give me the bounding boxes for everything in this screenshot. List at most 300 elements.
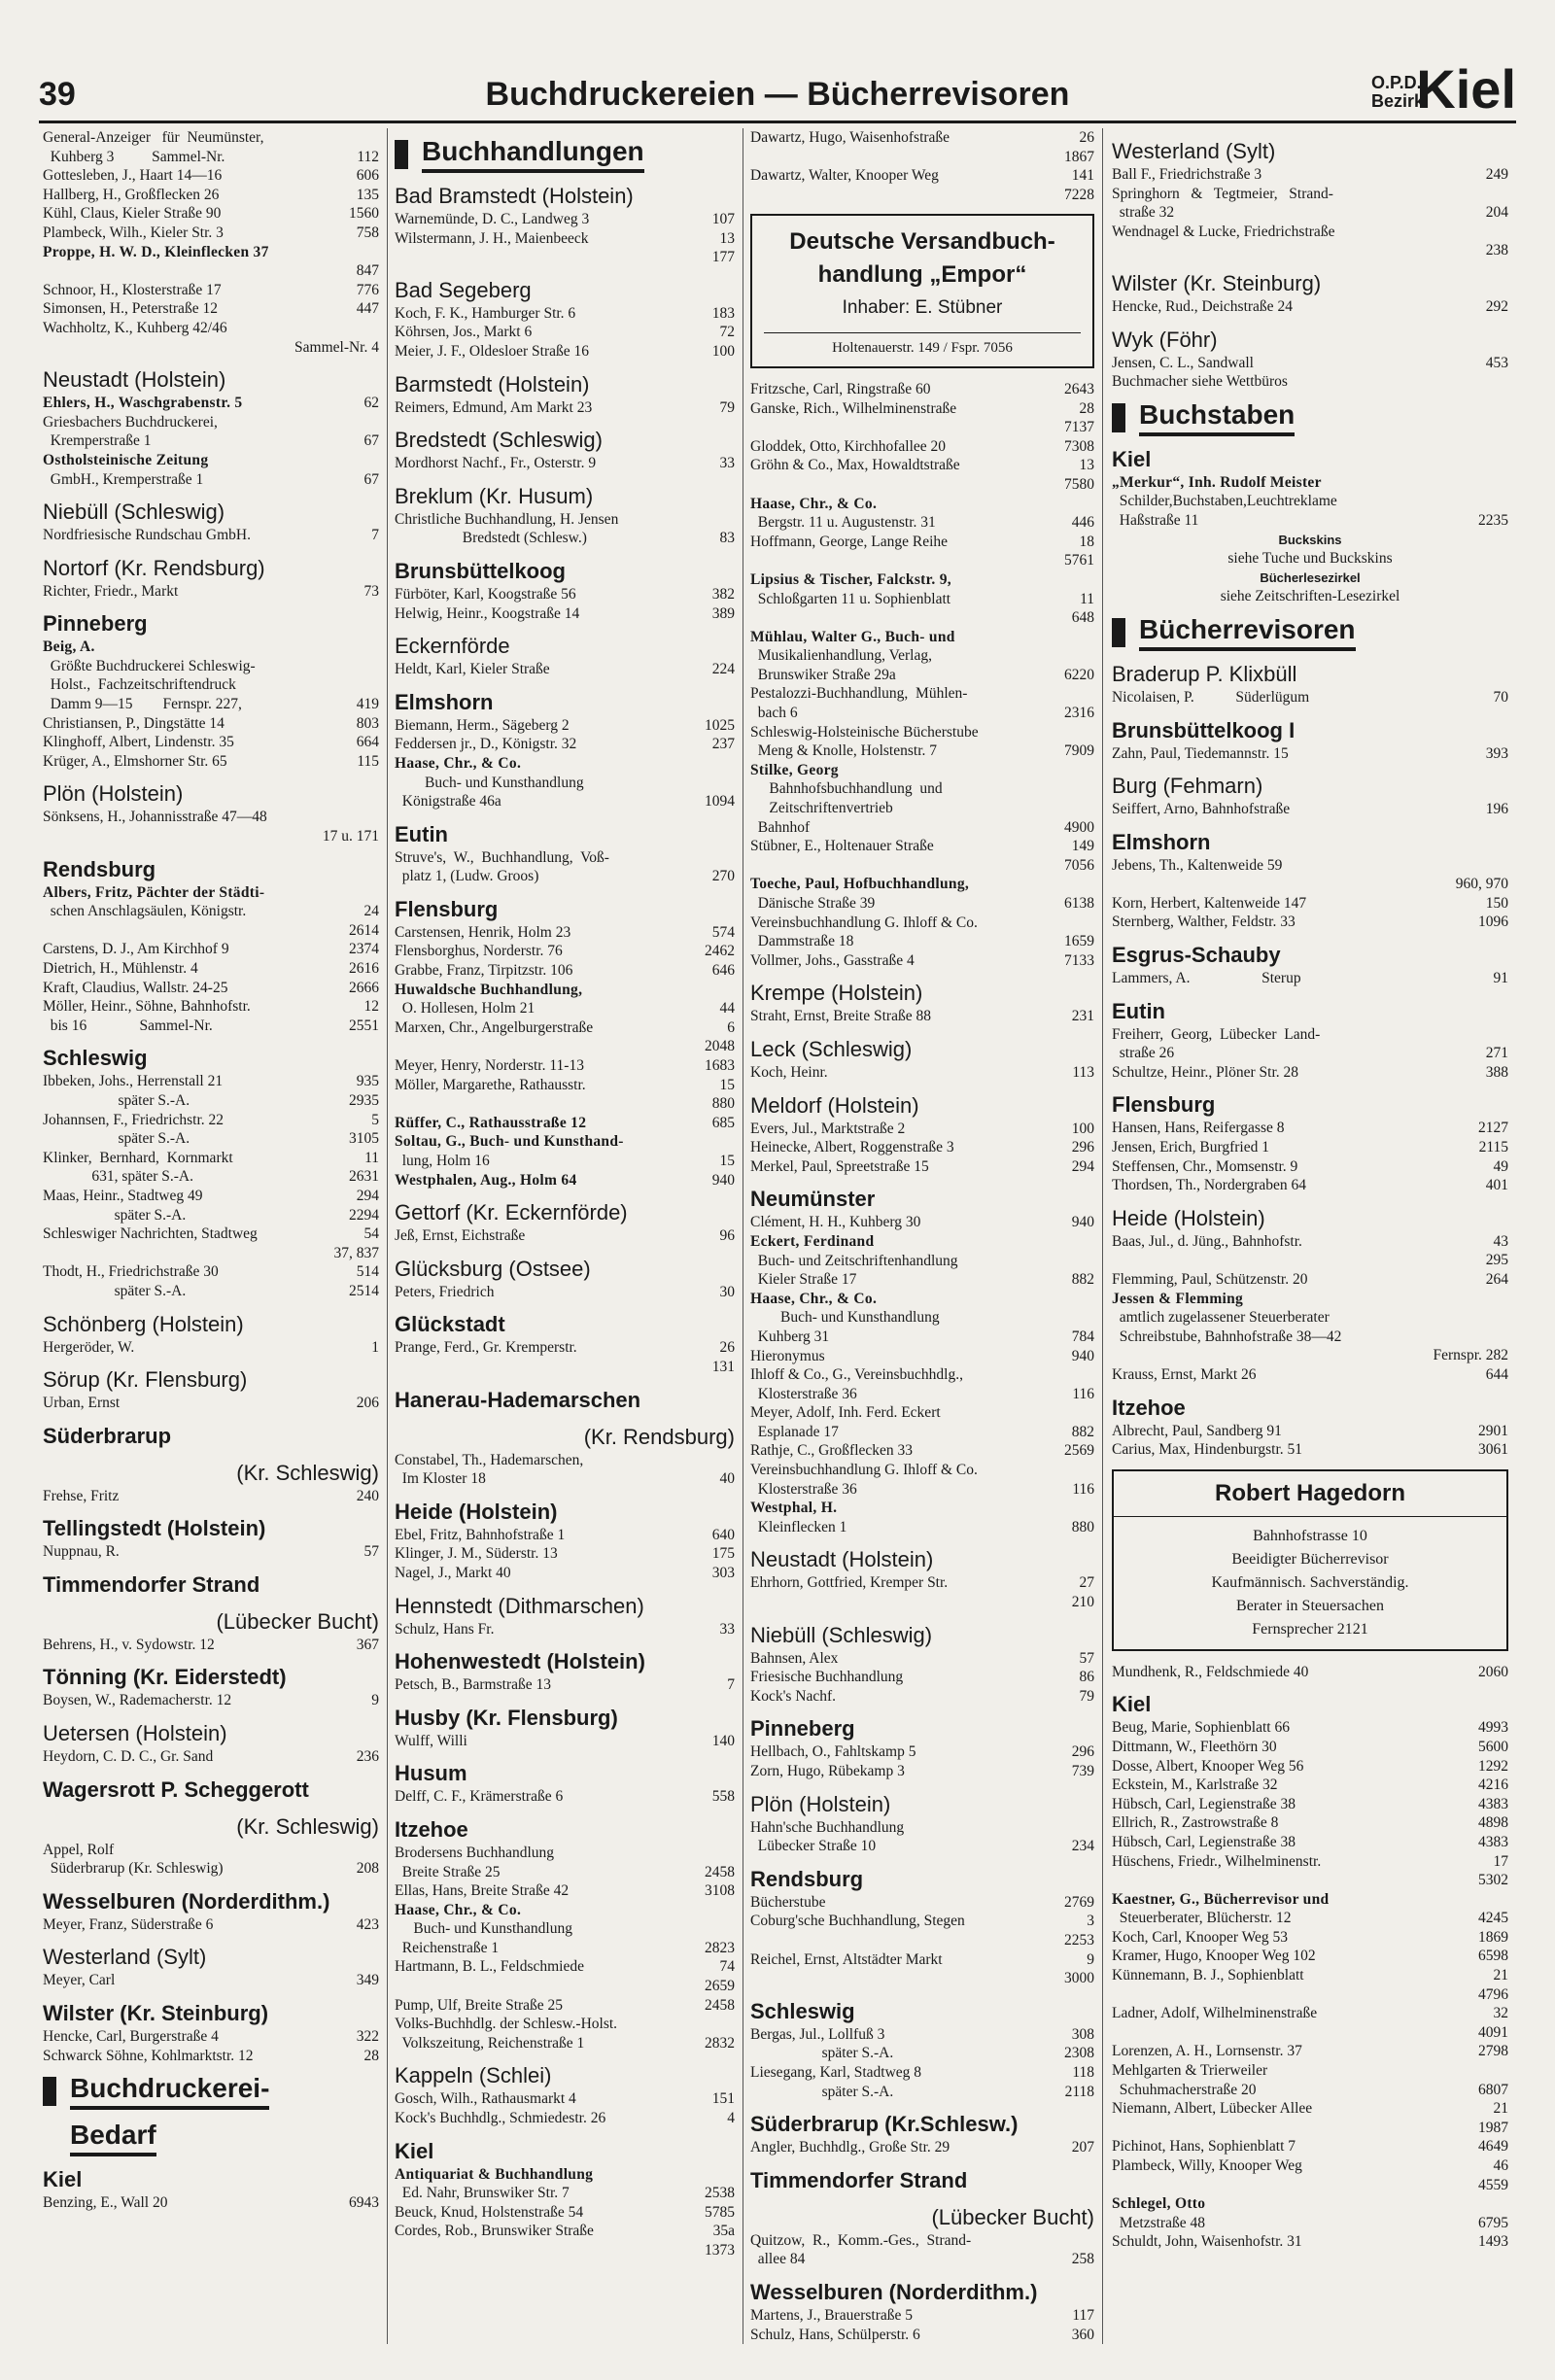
entry-text: Ebel, Fritz, Bahnhofstraße 1 (395, 1526, 566, 1543)
entry-text: Freiherr, Georg, Lübecker Land- (1112, 1025, 1321, 1043)
entry-text: Pump, Ulf, Breite Straße 25 (395, 1996, 564, 2014)
entry-number: 880 (1071, 1518, 1094, 1535)
entry-text: Metzstraße 48 (1112, 2214, 1205, 2231)
listing-entry (1112, 1795, 1508, 1814)
entry-text: Kieler Straße 17 (750, 1271, 857, 1289)
listing-entry (1112, 2081, 1508, 2100)
entry-number: Sammel-Nr. 4 (294, 338, 379, 356)
entry-number: 196 (1485, 801, 1508, 818)
entry-text: Fritzsche, Carl, Ringstraße 60 (750, 380, 931, 397)
listing-entry (43, 940, 379, 959)
listing-entry (43, 1282, 379, 1301)
listing-entry (750, 1423, 1094, 1442)
entry-text: Lipsius & Tischer, Falckstr. 9, (750, 570, 951, 588)
entry-text: bach 6 (750, 705, 798, 722)
entry-text: Griesbachers Buchdruckerei, (43, 413, 218, 431)
entry-text: Springhorn & Tegtmeier, Strand- (1112, 185, 1333, 202)
entry-text: Angler, Buchhdlg., Große Str. 29 (750, 2139, 950, 2156)
entry-number: 2798 (1478, 2043, 1508, 2060)
listing-entry (750, 1893, 1094, 1913)
entry-number: 2551 (349, 1017, 379, 1034)
entry-number: 7137 (1064, 419, 1094, 436)
town-heading: Elmshorn (395, 689, 494, 714)
listing-entry (1112, 185, 1508, 204)
listing-entry (750, 1252, 1094, 1271)
listing-entry (1112, 1985, 1508, 2005)
town-heading: Elmshorn (1112, 829, 1211, 854)
entry-number: 86 (1079, 1669, 1094, 1686)
listing-entry (750, 1573, 1094, 1593)
entry-number: 5761 (1064, 552, 1094, 569)
listing-entry (43, 470, 379, 490)
entry-number: 5600 (1478, 1738, 1508, 1755)
entry-number: 33 (719, 1620, 735, 1638)
entry-number: 322 (356, 2028, 379, 2046)
entry-number: 30 (719, 1283, 735, 1300)
listing-entry (750, 475, 1094, 495)
listing-entry (395, 510, 735, 530)
section-marker-icon (1112, 618, 1125, 647)
listing-entry (395, 774, 735, 793)
listing-entry (395, 792, 735, 811)
listing-entry (1112, 1251, 1508, 1270)
listing-entry (750, 799, 1094, 818)
entry-number: 784 (1071, 1328, 1094, 1345)
listing-entry (750, 1347, 1094, 1366)
entry-text: Buch- und Zeitschriftenhandlung (750, 1252, 958, 1269)
entry-number: 2060 (1478, 1663, 1508, 1680)
listing-entry (43, 657, 379, 676)
entry-text: Boysen, W., Rademacherstr. 12 (43, 1692, 232, 1709)
entry-text: Dawartz, Hugo, Waisenhofstraße (750, 129, 950, 146)
entry-number: 3000 (1064, 1970, 1094, 1987)
section-heading (43, 2120, 379, 2156)
entry-text: später S.-A. (43, 1206, 187, 1224)
listing-entry (43, 1859, 379, 1879)
entry-text: Appel, Rolf (43, 1841, 115, 1858)
entry-number: 2458 (705, 1863, 735, 1880)
town-heading: Bredstedt (Schleswig) (395, 428, 603, 453)
entry-number: 116 (1072, 1385, 1094, 1402)
listing-entry (750, 437, 1094, 457)
listing-entry (750, 932, 1094, 951)
entry-number: 4898 (1478, 1814, 1508, 1832)
listing-entry (1112, 2061, 1508, 2081)
entry-text: Meyer, Franz, Süderstraße 6 (43, 1915, 214, 1933)
entry-number: 70 (1493, 688, 1508, 706)
entry-number: 6598 (1478, 1948, 1508, 1965)
entry-number: 758 (356, 224, 379, 241)
listing-entry (750, 2063, 1094, 2083)
entry-text: Größte Buchdruckerei Schleswig- (43, 657, 256, 674)
listing-entry (750, 2250, 1094, 2269)
advertisement-box (750, 214, 1094, 368)
listing-entry (750, 380, 1094, 399)
entry-number: 644 (1485, 1365, 1508, 1383)
entry-text: Delff, C. F., Krämerstraße 6 (395, 1788, 564, 1806)
town-heading: (Lübecker Bucht) (931, 2204, 1094, 2229)
listing-entry (43, 204, 379, 224)
cross-ref-text: siehe Tuche und Buckskins (1227, 550, 1393, 568)
listing-entry (395, 961, 735, 981)
listing-entry (750, 779, 1094, 799)
listing-entry (750, 2083, 1094, 2102)
entry-number: 7 (727, 1676, 735, 1694)
ad-address: Holtenauerstr. 149 / Fspr. 7056 (764, 332, 1081, 359)
entry-text: Sönksens, H., Johannisstraße 47—48 (43, 809, 267, 826)
entry-number: 150 (1485, 894, 1508, 912)
entry-text: Dietrich, H., Mühlenstr. 4 (43, 960, 198, 977)
ad-line: Berater in Steuersachen (1236, 1597, 1384, 1614)
listing-entry (395, 867, 735, 886)
column-4 (1112, 128, 1508, 2344)
entry-number: 43 (1493, 1232, 1508, 1250)
listing-entry (43, 1149, 379, 1168)
entry-text: Ehrhorn, Gottfried, Kremper Str. (750, 1574, 949, 1592)
listing-entry (750, 2306, 1094, 2326)
entry-number: 2832 (705, 2034, 735, 2052)
town-heading: Niebüll (Schleswig) (43, 500, 225, 525)
bezirk-label: Bezirk (1370, 91, 1424, 111)
listing-entry (750, 1385, 1094, 1404)
listing-entry (395, 248, 735, 267)
section-title: Bücherrevisoren (1139, 614, 1356, 651)
entry-number: 4993 (1478, 1719, 1508, 1737)
entry-number: 360 (1071, 2326, 1094, 2343)
town-heading: Nortorf (Kr. Rendsburg) (43, 555, 265, 580)
entry-number: 646 (711, 962, 735, 980)
listing-entry (395, 2109, 735, 2128)
listing-entry (395, 1338, 735, 1358)
town-heading: (Kr. Rendsburg) (583, 1424, 735, 1449)
entry-text: Ellas, Hans, Breite Straße 42 (395, 1882, 570, 1900)
entry-number: 960, 970 (1455, 876, 1508, 893)
entry-text: Thordsen, Th., Nordergraben 64 (1112, 1177, 1307, 1194)
entry-number: 294 (356, 1187, 379, 1204)
listing-entry (43, 1111, 379, 1130)
listing-entry (750, 1403, 1094, 1423)
town-heading: (Lübecker Bucht) (216, 1608, 379, 1634)
town-heading: Timmendorfer Strand (750, 2167, 968, 2192)
entry-number: 54 (363, 1225, 379, 1243)
entry-number: 33 (719, 455, 735, 472)
listing-entry (1112, 1852, 1508, 1872)
listing-entry (395, 454, 735, 473)
ad-line: Beeidigter Bücherrevisor (1231, 1550, 1389, 1568)
town-heading: Kiel (395, 2138, 434, 2163)
entry-number: 4649 (1478, 2138, 1508, 2156)
listing-entry (1112, 1119, 1508, 1138)
entry-number: 107 (711, 211, 735, 227)
entry-text: Schuhmacherstraße 20 (1112, 2081, 1257, 2098)
ad-line: Kaufmännisch. Sachverständig. (1211, 1573, 1409, 1591)
entry-text: Simonsen, H., Peterstraße 12 (43, 300, 218, 318)
entry-number: 2127 (1478, 1120, 1508, 1137)
entry-text: Dammstraße 18 (750, 933, 854, 950)
entry-number: 2308 (1064, 2045, 1094, 2062)
listing-entry (750, 742, 1094, 761)
entry-number: 57 (1079, 1649, 1094, 1667)
listing-entry (750, 856, 1094, 876)
listing-entry (1112, 969, 1508, 988)
listing-entry (43, 1091, 379, 1111)
listing-entry (395, 1132, 735, 1152)
entry-text: Proppe, H. W. D., Kleinflecken 37 (43, 243, 269, 260)
town-heading: Kiel (1112, 1692, 1152, 1717)
entry-text: Rüffer, C., Rathausstraße 12 (395, 1114, 587, 1131)
town-heading: Neumünster (750, 1187, 876, 1212)
entry-text: Westphalen, Aug., Holm 64 (395, 1171, 577, 1189)
cross-ref-text: siehe Zeitschriften-Lesezirkel (1220, 588, 1400, 605)
page-header (39, 39, 1516, 120)
entry-text: Beig, A. (43, 638, 95, 656)
town-heading: Wagersrott P. Scheggerott (43, 1776, 309, 1802)
listing-entry (43, 1394, 379, 1413)
entry-text: lung, Holm 16 (395, 1153, 490, 1169)
listing-entry (43, 1841, 379, 1860)
entry-number: 17 (1493, 1852, 1508, 1870)
entry-number: 67 (363, 432, 379, 450)
entry-text: Haase, Chr., & Co. (750, 495, 878, 512)
entry-number: 234 (1071, 1838, 1094, 1855)
listing-entry (43, 959, 379, 979)
entry-text: Buch- und Kunsthandlung (750, 1309, 940, 1327)
entry-text: Meyer, Henry, Norderstr. 11-13 (395, 1057, 584, 1075)
entry-number: 7228 (1064, 186, 1094, 203)
listing-entry (750, 2231, 1094, 2251)
entry-number: 28 (363, 2047, 379, 2064)
entry-text: Wulff, Willi (395, 1732, 467, 1749)
listing-entry (750, 1328, 1094, 1347)
entry-text: amtlich zugelassener Steuerberater (1112, 1309, 1330, 1327)
entry-number: 294 (1071, 1157, 1094, 1175)
entry-text: Bahnhof (750, 818, 811, 836)
listing-entry (1112, 1232, 1508, 1252)
listing-entry (750, 399, 1094, 419)
entry-text: Reichel, Ernst, Altstädter Markt (750, 1950, 943, 1968)
entry-number: 117 (1072, 2306, 1094, 2324)
entry-text: später S.-A. (43, 1091, 190, 1109)
entry-text: Jebens, Th., Kaltenweide 59 (1112, 856, 1283, 874)
entry-number: 15 (719, 1076, 735, 1093)
listing-entry (1112, 1157, 1508, 1177)
listing-entry (750, 128, 1094, 148)
entry-text: Krüger, A., Elmshorner Str. 65 (43, 752, 227, 770)
listing-entry (750, 1120, 1094, 1139)
listing-entry (43, 1017, 379, 1036)
entry-text: „Merkur“, Inh. Rudolf Meister (1112, 473, 1322, 491)
listing-entry (395, 604, 735, 624)
listing-entry (395, 1544, 735, 1564)
entry-number: 388 (1485, 1063, 1508, 1081)
listing-entry (1112, 800, 1508, 819)
entry-number: 112 (357, 148, 379, 165)
listing-entry (750, 1157, 1094, 1177)
listing-entry (395, 660, 735, 679)
entry-text: Breite Straße 25 (395, 1863, 501, 1880)
listing-entry (1112, 1928, 1508, 1948)
entry-text: 631, später S.-A. (43, 1168, 193, 1186)
entry-text: Köhrsen, Jos., Markt 6 (395, 324, 533, 341)
listing-entry (1112, 223, 1508, 242)
entry-text: Kraft, Claudius, Wallstr. 24-25 (43, 979, 228, 996)
listing-entry (750, 1063, 1094, 1083)
listing-entry (750, 1742, 1094, 1762)
entry-text: Dosse, Albert, Knooper Weg 56 (1112, 1757, 1304, 1775)
entry-text: General-Anzeiger für Neumünster, (43, 129, 264, 146)
entry-text: Zahn, Paul, Tiedemannstr. 15 (1112, 744, 1289, 762)
listing-entry (750, 148, 1094, 167)
entry-number: 6 (727, 1018, 735, 1036)
entry-text: Biemann, Herm., Sägeberg 2 (395, 716, 570, 734)
town-heading: Heide (Holstein) (1112, 1205, 1265, 1230)
listing-entry (43, 752, 379, 772)
entry-number: 1869 (1478, 1928, 1508, 1946)
listing-entry (43, 1244, 379, 1263)
section-title: Buchdruckerei- (70, 2073, 269, 2110)
entry-number: 15 (719, 1153, 735, 1169)
listing-entry (750, 2044, 1094, 2063)
entry-text: Schleswiger Nachrichten, Stadtweg (43, 1225, 258, 1243)
entry-text: straße 32 (1112, 204, 1175, 222)
entry-number: 264 (1485, 1271, 1508, 1288)
listing-entry (43, 1915, 379, 1935)
listing-entry (750, 2326, 1094, 2345)
listing-entry (750, 1461, 1094, 1480)
entry-number: 847 (356, 262, 379, 280)
town-heading: Pinneberg (750, 1716, 855, 1742)
entry-number: 303 (711, 1564, 735, 1581)
listing-entry (395, 923, 735, 943)
entry-number: 5785 (705, 2203, 735, 2221)
entry-text: Albers, Fritz, Pächter der Städti- (43, 883, 265, 901)
entry-number: 4796 (1478, 1985, 1508, 2003)
listing-entry (395, 342, 735, 362)
entry-text: Bahnhofsbuchhandlung und (750, 780, 943, 798)
listing-entry (1112, 1909, 1508, 1928)
listing-entry (1112, 511, 1508, 531)
entry-text: Christliche Buchhandlung, H. Jensen (395, 510, 619, 528)
entry-number: 803 (356, 714, 379, 732)
listing-entry (1112, 1025, 1508, 1045)
entry-text: Struve's, W., Buchhandlung, Voß- (395, 848, 609, 866)
entry-text: Friesische Buchhandlung (750, 1669, 904, 1686)
listing-entry (395, 735, 735, 754)
entry-number: 270 (711, 868, 735, 885)
listing-entry (1112, 2004, 1508, 2023)
entry-text: Hieronymus (750, 1347, 825, 1364)
entry-number: 1096 (1478, 914, 1508, 931)
town-heading: Hohenwestedt (Holstein) (395, 1649, 645, 1674)
entry-text: Petsch, B., Barmstraße 13 (395, 1676, 552, 1694)
town-heading: Schleswig (43, 1046, 148, 1071)
entry-number: 1094 (705, 793, 735, 811)
entry-text: Esplanade 17 (750, 1423, 839, 1440)
town-heading: Uetersen (Holstein) (43, 1721, 227, 1746)
cross-ref-heading: Buckskins (1278, 532, 1342, 547)
entry-text: Benzing, E., Wall 20 (43, 2194, 168, 2212)
entry-number: 24 (363, 903, 379, 920)
listing-entry (395, 1171, 735, 1190)
entry-text: Kock's Nachf. (750, 1687, 837, 1705)
entry-text: Reichenstraße 1 (395, 1939, 500, 1956)
entry-text: Holst., Fachzeitschriftendruck (43, 676, 236, 694)
listing-entry (1112, 1966, 1508, 1985)
entry-number: 79 (719, 398, 735, 416)
entry-text: Beuck, Knud, Holstenstraße 54 (395, 2203, 584, 2221)
entry-number: 7133 (1064, 951, 1094, 969)
entry-text: Mühlau, Walter G., Buch- und (750, 628, 955, 645)
listing-entry (750, 646, 1094, 666)
town-heading: Flensburg (395, 896, 499, 921)
entry-number: 3 (1087, 1913, 1094, 1930)
entry-text: Ball F., Friedrichstraße 3 (1112, 166, 1262, 183)
entry-number: 32 (1493, 2005, 1508, 2022)
entry-text: Krauss, Ernst, Markt 26 (1112, 1365, 1257, 1383)
town-heading: Braderup P. Klixbüll (1112, 661, 1297, 686)
entry-text: Zorn, Hugo, Rübekamp 3 (750, 1763, 905, 1779)
entry-text: bis 16 Sammel-Nr. (43, 1017, 213, 1034)
entry-number: 21 (1493, 2100, 1508, 2118)
entry-number: 37, 837 (333, 1244, 379, 1261)
listing-entry (395, 1901, 735, 1920)
listing-entry (750, 1950, 1094, 1970)
entry-text: Marxen, Chr., Angelburgerstraße (395, 1018, 594, 1036)
entry-number: 640 (711, 1526, 735, 1543)
listing-entry (395, 1037, 735, 1056)
listing-entry (1112, 1270, 1508, 1290)
entry-text: Klosterstraße 36 (750, 1480, 857, 1498)
entry-number: 6795 (1478, 2214, 1508, 2231)
listing-entry (395, 754, 735, 774)
town-heading: Wilster (Kr. Steinburg) (1112, 270, 1322, 295)
listing-entry (750, 951, 1094, 971)
town-heading: Neustadt (Holstein) (43, 367, 226, 393)
entry-text: Gröhn & Co., Max, Howaldtstraße (750, 457, 960, 474)
listing-entry (43, 638, 379, 657)
entry-text: Hencke, Rud., Deichstraße 24 (1112, 297, 1293, 315)
entry-text: Königstraße 46a (395, 793, 501, 811)
listing-entry (1112, 1044, 1508, 1063)
listing-entry (1112, 473, 1508, 493)
section-heading (1112, 614, 1508, 651)
listing-entry (43, 281, 379, 300)
listing-entry (395, 1056, 735, 1076)
entry-number: 349 (356, 1972, 379, 1989)
listing-entry (750, 570, 1094, 590)
entry-number: 558 (711, 1788, 735, 1806)
listing-entry (395, 1451, 735, 1470)
entry-text: Stübner, E., Holtenauer Straße (750, 838, 934, 855)
entry-text: Flemming, Paul, Schützenstr. 20 (1112, 1271, 1308, 1288)
listing-entry (750, 1499, 1094, 1518)
entry-number: 447 (356, 300, 379, 318)
town-heading: Sörup (Kr. Flensburg) (43, 1367, 248, 1393)
listing-entry (1112, 492, 1508, 511)
entry-text: Lammers, A. Sterup (1112, 970, 1301, 987)
section-heading (1112, 399, 1508, 436)
entry-text: Mundhenk, R., Feldschmiede 40 (1112, 1663, 1309, 1680)
cross-ref-heading: Bücherlesezirkel (1260, 569, 1361, 585)
listing-entry (1112, 2042, 1508, 2061)
entry-number: 514 (356, 1263, 379, 1281)
listing-entry (750, 1290, 1094, 1309)
listing-entry (750, 1308, 1094, 1328)
entry-text: Evers, Jul., Marktstraße 2 (750, 1120, 906, 1137)
listing-entry (750, 418, 1094, 437)
entry-text: Koch, Heinr. (750, 1063, 828, 1081)
entry-text: Im Kloster 18 (395, 1470, 486, 1488)
